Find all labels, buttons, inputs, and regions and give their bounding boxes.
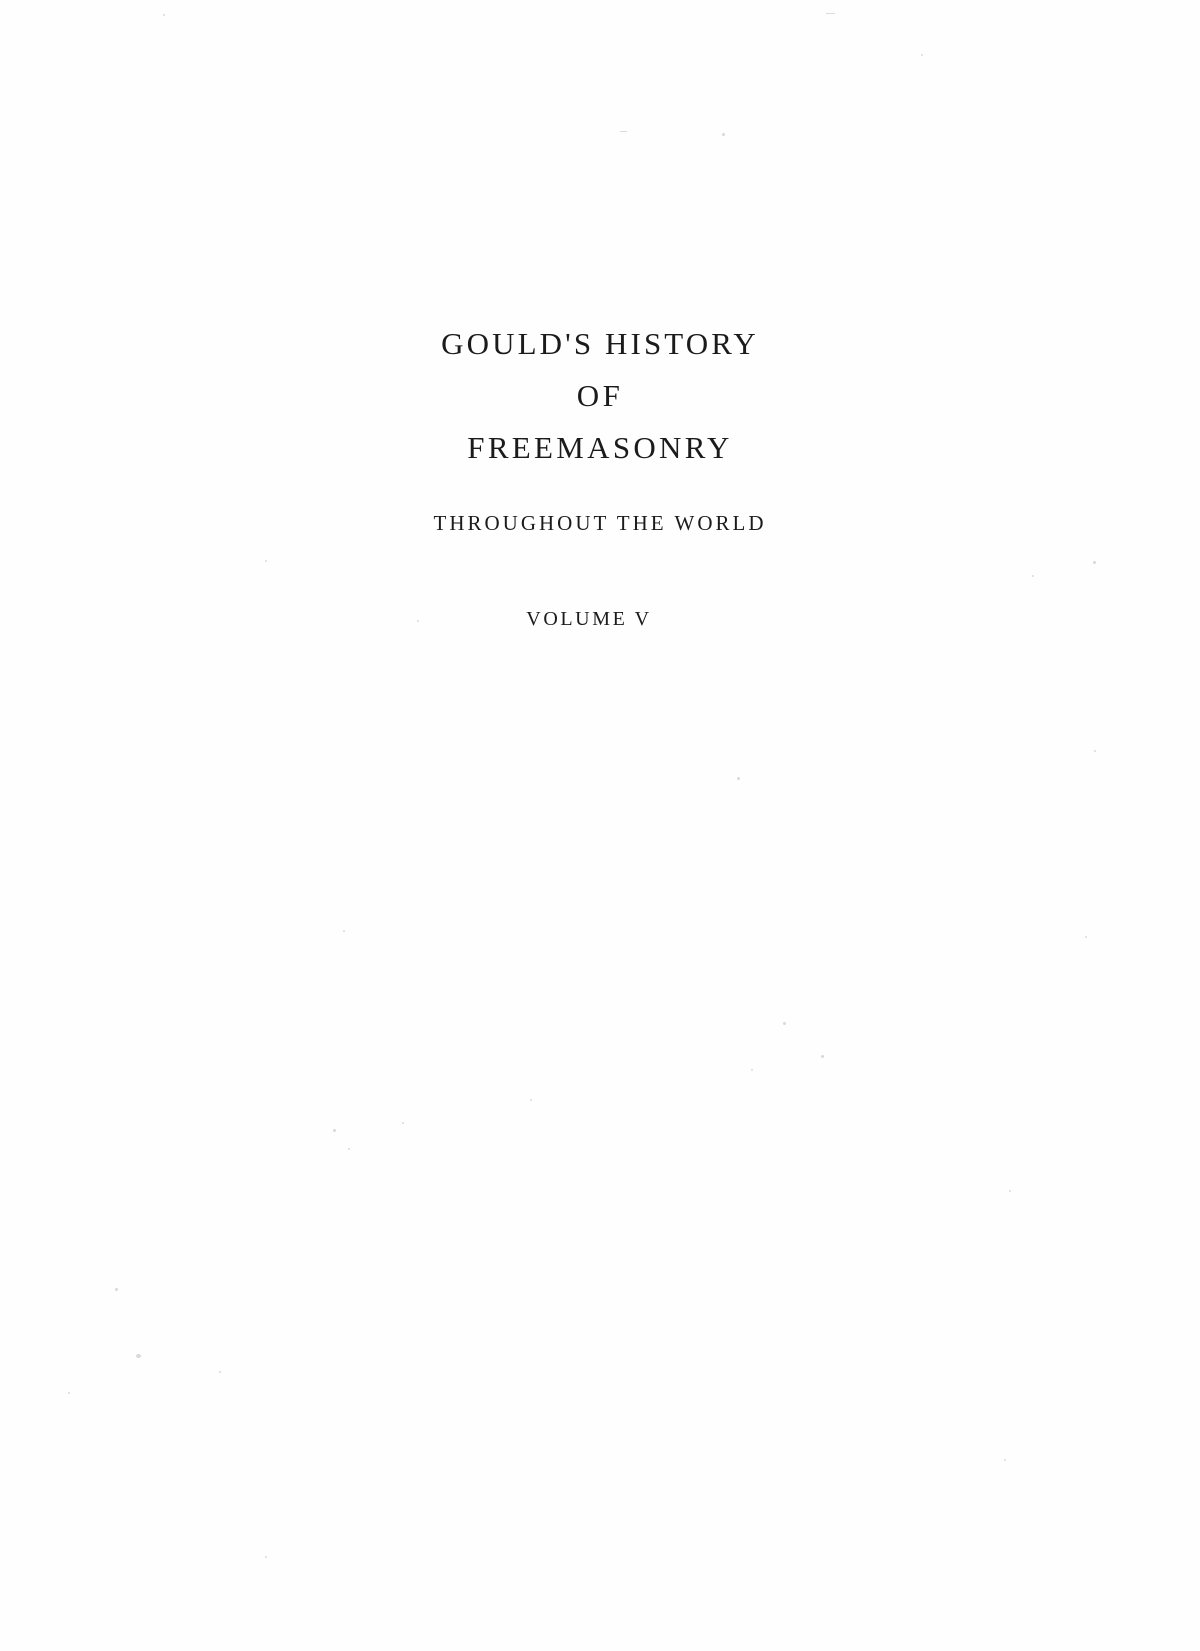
title-block — [0, 318, 1200, 536]
scan-speck — [348, 1148, 350, 1150]
document-subtitle: THROUGHOUT THE WORLD — [433, 511, 767, 535]
scan-speck — [530, 1099, 532, 1101]
scan-speck — [1004, 1459, 1006, 1461]
scan-speck — [1093, 561, 1096, 564]
scan-speck — [1085, 936, 1087, 938]
scan-speck — [826, 13, 835, 14]
scan-speck — [219, 1371, 221, 1373]
volume-label: VOLUME V — [526, 608, 652, 630]
scan-speck — [751, 1069, 753, 1071]
scan-speck — [620, 131, 627, 132]
scan-speck — [737, 777, 740, 780]
document-title-line-2: OF — [576, 378, 624, 413]
scan-speck — [68, 1392, 70, 1394]
scan-speck — [821, 1055, 824, 1058]
scan-speck — [343, 930, 345, 932]
scan-speck — [265, 1556, 267, 1558]
document-title-line-3: FREEMASONRY — [467, 430, 733, 465]
scan-speck — [333, 1129, 336, 1132]
scan-speck — [417, 620, 419, 622]
scan-speck — [265, 560, 267, 562]
scan-speck — [722, 133, 725, 136]
scan-speck — [783, 1022, 786, 1025]
scan-speck — [115, 1288, 118, 1291]
scan-speck — [163, 14, 165, 16]
scan-speck — [921, 54, 923, 56]
scan-speck — [1009, 1190, 1011, 1192]
scan-speck — [1094, 750, 1096, 752]
scan-speck — [1032, 575, 1034, 577]
document-title-line-1: GOULD'S HISTORY — [441, 326, 759, 361]
scan-speck — [136, 1354, 141, 1358]
scan-speck — [402, 1122, 404, 1124]
